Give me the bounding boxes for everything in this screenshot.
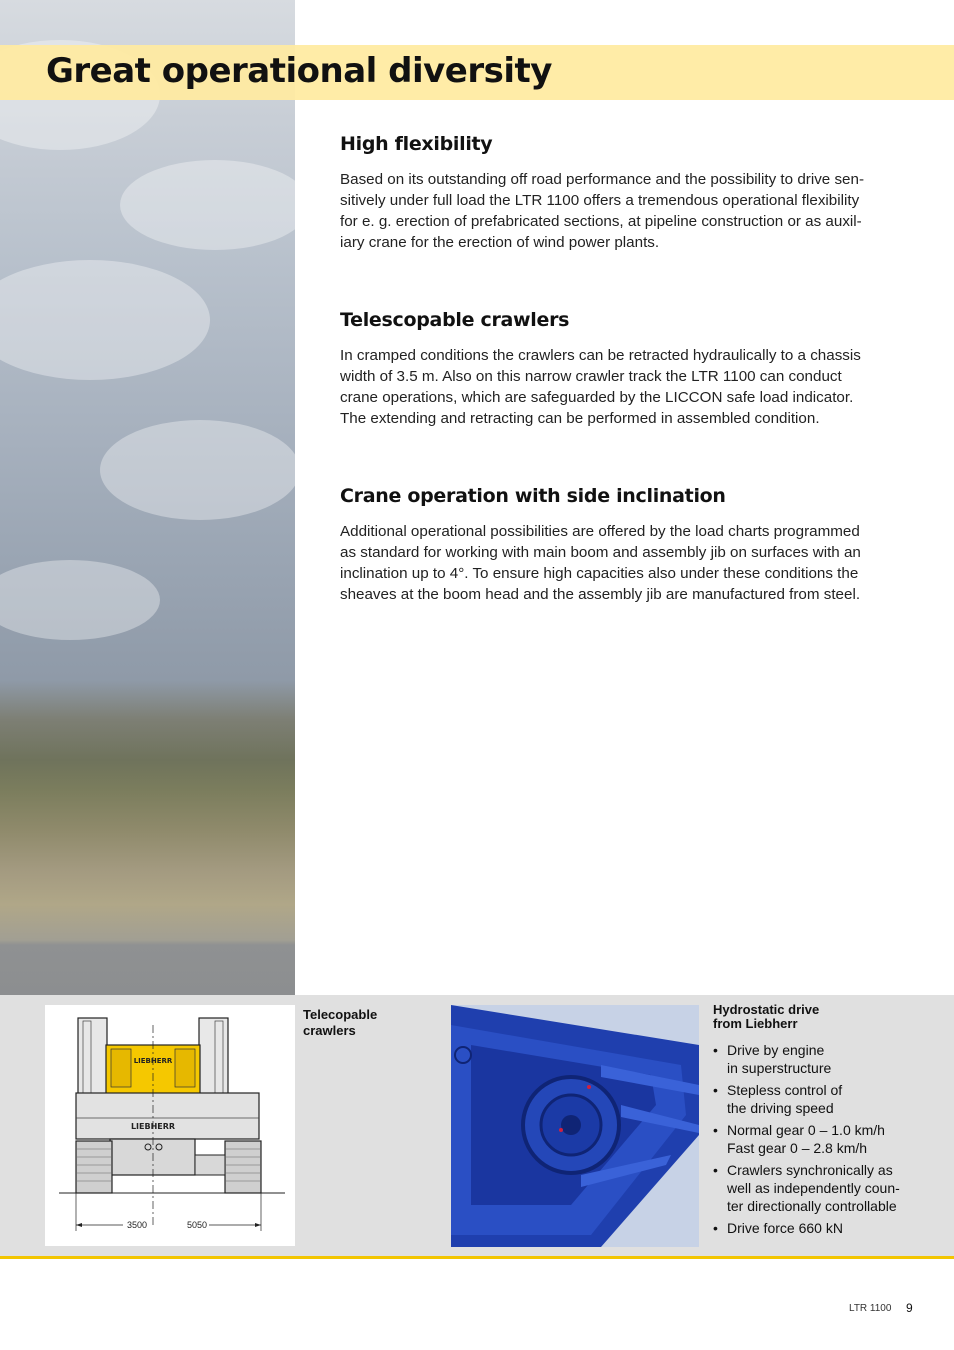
section-heading: Telescopable crawlers — [340, 309, 570, 331]
yellow-divider — [0, 1256, 954, 1259]
section-side-inclination — [340, 485, 910, 605]
list-item: • Stepless control of the driving speed — [713, 1082, 843, 1116]
undercarriage — [110, 1139, 195, 1175]
list-item: • Drive by engine in superstructure — [713, 1042, 832, 1076]
section-heading: Crane operation with side inclination — [340, 485, 726, 507]
section-heading: High flexibility — [340, 133, 493, 155]
brand-label-body: LIEBHERR — [130, 1122, 176, 1131]
brand-label-top: LIEBHERR — [133, 1057, 173, 1065]
hydrostatic-title: Hydrostatic drive from Liebherr — [713, 1002, 820, 1031]
page-number: 9 — [906, 1301, 913, 1315]
diagram-caption: Telecopable crawlers — [303, 1007, 378, 1038]
hydrostatic-feature-list — [713, 1041, 913, 1237]
list-item: • Drive force 660 kN — [713, 1220, 843, 1236]
chassis-body — [76, 1093, 259, 1139]
section-high-flexibility — [340, 133, 910, 253]
section-body: Based on its outstanding off road performance and the possibility to drive sen- sitively under full load the LTR 1100 offers a tremendous operational flexibility for e. g. erection of prefabricated sections, at pipeline construction or as auxil- iary crane for the erection of wind power plants. — [340, 171, 864, 251]
landscape-photo — [0, 0, 295, 995]
section-body: Additional operational possibilities are offered by the load charts programmed as standard for working with main boom and assembly jib on surfaces with an inclination up to 4°. To ensure high capacities also under these conditions the sheaves at the boom head and the assembly jib are manufactured from steel. — [340, 523, 861, 603]
list-item: • Crawlers synchronically as well as independently coun- ter directionally controllable — [713, 1162, 900, 1214]
dimension-3500: 3500 — [126, 1220, 148, 1230]
crawler-drive-photo — [451, 1005, 699, 1247]
title-band — [0, 45, 954, 100]
crane-diagram-svg — [45, 1005, 295, 1246]
crawler-drive-illustration — [451, 1005, 699, 1247]
hydrostatic-drive-info — [713, 1003, 913, 1241]
dimension-5050: 5050 — [186, 1220, 208, 1230]
list-item: • Normal gear 0 – 1.0 km/h Fast gear 0 – 2.8 km/h — [713, 1122, 885, 1156]
footer-model-name: LTR 1100 — [849, 1303, 892, 1314]
section-telescopable-crawlers — [340, 309, 910, 429]
section-body: In cramped conditions the crawlers can be retracted hydraulically to a chassis width of 3.5 m. Also on this narrow crawler track the LTR 1100 can conduct crane operations, which are safeguarded by the LICCON safe load indicator. The extending and retracting can be performed in assembled condition. — [340, 347, 861, 427]
page-title: Great operational diversity — [46, 51, 552, 91]
crane-rear-diagram — [45, 1005, 295, 1246]
